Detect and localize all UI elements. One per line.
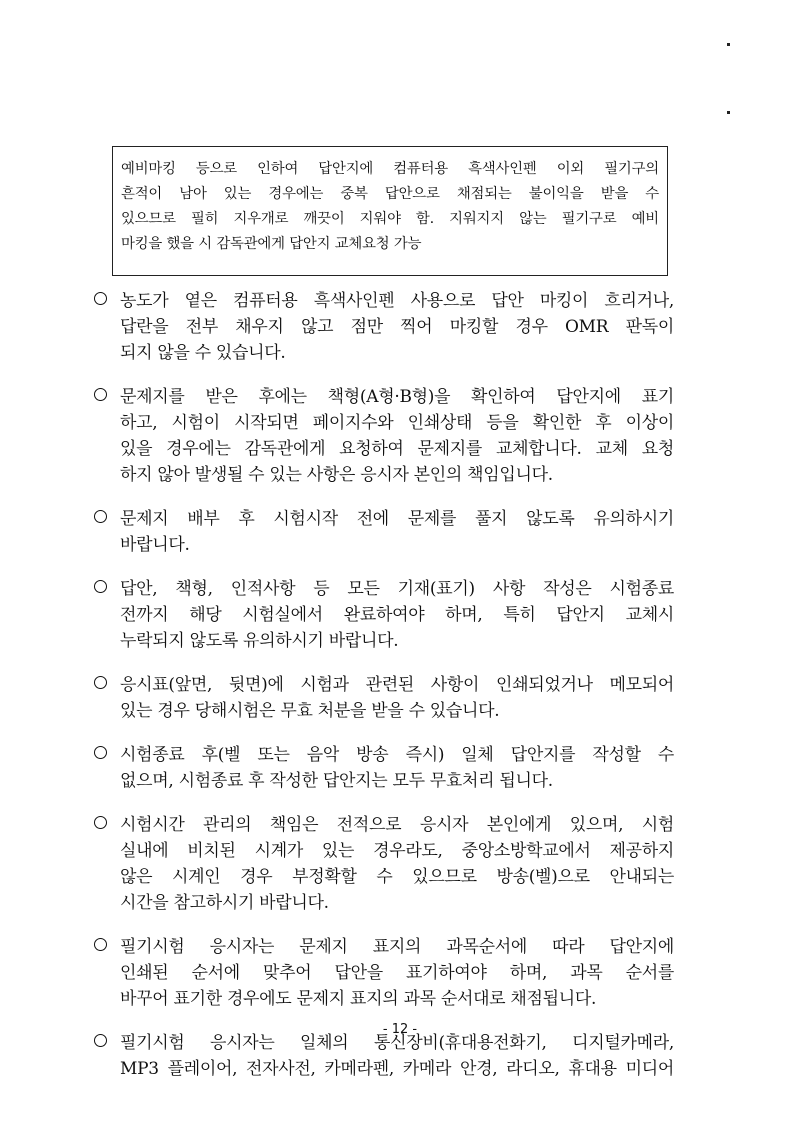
list-item xyxy=(94,672,674,724)
list-item xyxy=(94,934,674,1012)
list-item-line: 하고, 시험이 시작되면 페이지수와 인쇄상태 등을 확인한 후 이상이 xyxy=(120,413,674,433)
list-item-line: MP3 플레이어, 전자사전, 카메라펜, 카메라 안경, 라디오, 휴대용 미디어 xyxy=(120,1059,674,1079)
list-item xyxy=(94,812,674,916)
list-item-line: 응시표(앞면, 뒷면)에 시험과 관련된 사항이 인쇄되었거나 메모되어 xyxy=(120,675,674,695)
list-item xyxy=(94,742,674,794)
notice-line: 예비마킹 등으로 인하여 답안지에 컴퓨터용 흑색사인펜 이외 필기구의 xyxy=(121,161,659,177)
circle-bullet-icon xyxy=(94,388,107,401)
list-item-line: 하지 않아 발생될 수 있는 사항은 응시자 본인의 책임입니다. xyxy=(120,465,553,485)
list-item xyxy=(94,506,674,558)
list-item-line: 필기시험 응시자는 일체의 통신장비(휴대용전화기, 디지털카메라, xyxy=(120,1033,674,1053)
list-item xyxy=(94,1030,674,1082)
list-item-line: 바꾸어 표기한 경우에도 문제지 표지의 과목 순서대로 채점됩니다. xyxy=(120,989,597,1009)
list-item-line: 필기시험 응시자는 문제지 표지의 과목순서에 따라 답안지에 xyxy=(120,937,674,957)
list-item-line: 바랍니다. xyxy=(120,535,190,555)
circle-bullet-icon xyxy=(94,292,107,305)
list-item-line: 있는 경우 당해시험은 무효 처분을 받을 수 있습니다. xyxy=(120,701,500,721)
margin-mark-second xyxy=(727,111,730,114)
circle-bullet-icon xyxy=(94,746,107,759)
instruction-list xyxy=(94,288,674,1100)
circle-bullet-icon xyxy=(94,676,107,689)
page-number: - 12 - xyxy=(382,1022,418,1037)
margin-mark-top xyxy=(727,43,730,46)
notice-box xyxy=(112,146,668,276)
list-item xyxy=(94,288,674,366)
circle-bullet-icon xyxy=(94,816,107,829)
circle-bullet-icon xyxy=(94,938,107,951)
list-item-line: 전까지 해당 시험실에서 완료하여야 하며, 특히 답안지 교체시 xyxy=(120,605,674,625)
list-item-line: 문제지를 받은 후에는 책형(A형·B형)을 확인하여 답안지에 표기 xyxy=(120,387,674,407)
list-item-line: 있을 경우에는 감독관에게 요청하여 문제지를 교체합니다. 교체 요청 xyxy=(120,439,674,459)
list-item-line: 문제지 배부 후 시험시작 전에 문제를 풀지 않도록 유의하시기 xyxy=(120,509,674,529)
list-item-line: 시간을 참고하시기 바랍니다. xyxy=(120,893,329,913)
circle-bullet-icon xyxy=(94,510,107,523)
list-item-line: 되지 않을 수 있습니다. xyxy=(120,343,286,363)
list-item-line: 않은 시계인 경우 부정확할 수 있으므로 방송(벨)으로 안내되는 xyxy=(120,867,674,887)
list-item-line: 실내에 비치된 시계가 있는 경우라도, 중앙소방학교에서 제공하지 xyxy=(120,841,674,861)
list-item-line: 시험시간 관리의 책임은 전적으로 응시자 본인에게 있으며, 시험 xyxy=(120,815,674,835)
list-item-line: 누락되지 않도록 유의하시기 바랍니다. xyxy=(120,631,399,651)
notice-line: 있으므로 필히 지우개로 깨끗이 지워야 함. 지워지지 않는 필기구로 예비 xyxy=(121,211,659,227)
notice-line: 마킹을 했을 시 감독관에게 답안지 교체요청 가능 xyxy=(121,236,422,252)
list-item xyxy=(94,384,674,488)
list-item-line: 답안, 책형, 인적사항 등 모든 기재(표기) 사항 작성은 시험종료 xyxy=(120,579,674,599)
list-item-line: 시험종료 후(벨 또는 음악 방송 즉시) 일체 답안지를 작성할 수 xyxy=(120,745,674,765)
list-item-line: 농도가 옅은 컴퓨터용 흑색사인펜 사용으로 답안 마킹이 흐리거나, xyxy=(120,291,674,311)
list-item xyxy=(94,576,674,654)
circle-bullet-icon xyxy=(94,580,107,593)
notice-line: 흔적이 남아 있는 경우에는 중복 답안으로 채점되는 불이익을 받을 수 xyxy=(121,186,659,202)
list-item-line: 답란을 전부 채우지 않고 점만 찍어 마킹할 경우 OMR 판독이 xyxy=(120,317,674,337)
list-item-line: 없으며, 시험종료 후 작성한 답안지는 모두 무효처리 됩니다. xyxy=(120,771,553,791)
list-item-line: 인쇄된 순서에 맞추어 답안을 표기하여야 하며, 과목 순서를 xyxy=(120,963,674,983)
